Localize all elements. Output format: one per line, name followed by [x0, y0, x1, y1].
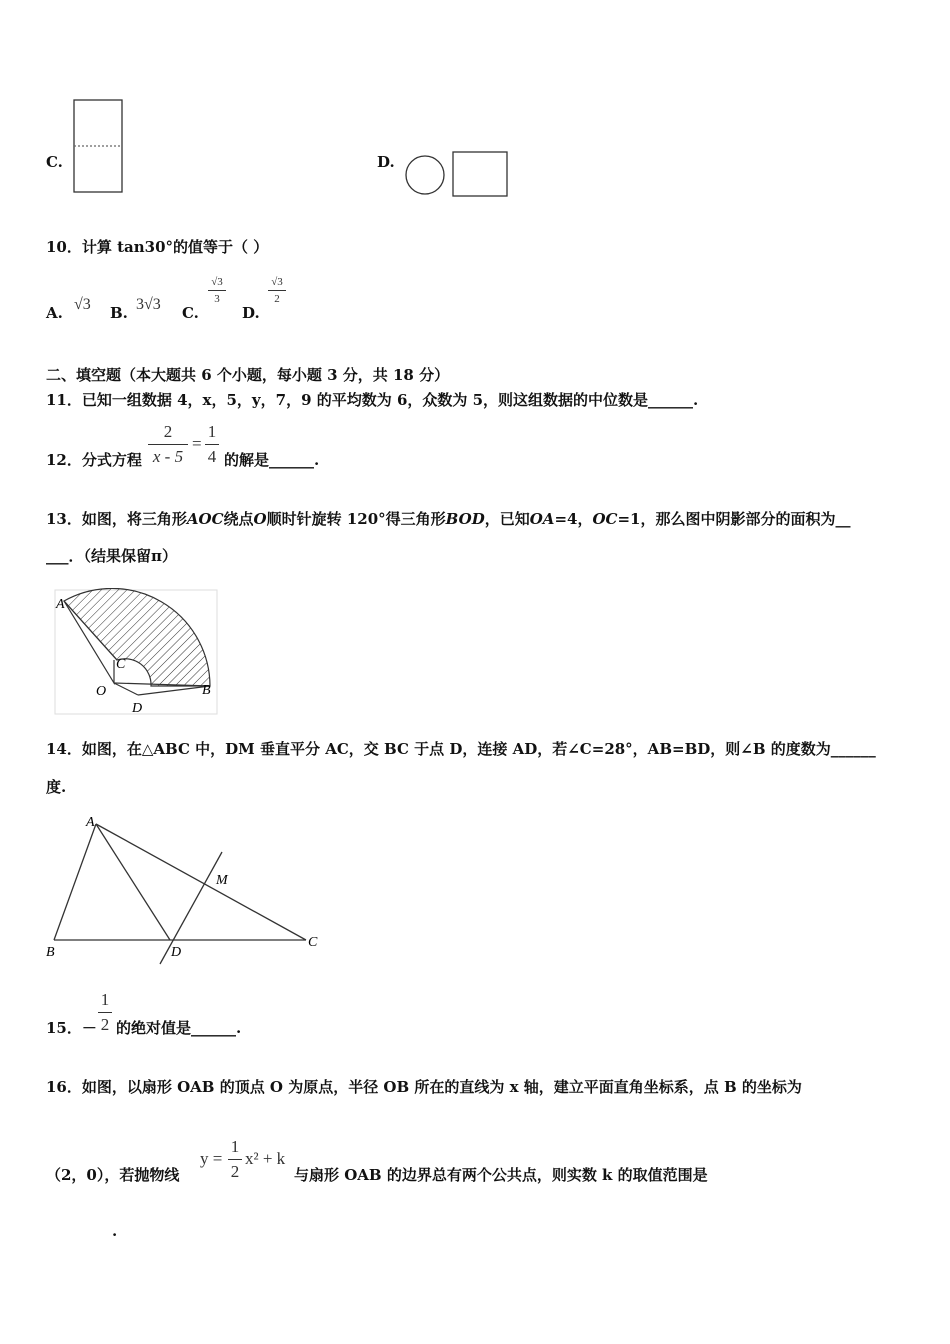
q16-equation-lhs: y = [200, 1149, 223, 1168]
q13-line1 [46, 508, 850, 529]
q10-option-c-label: C. [182, 304, 199, 322]
section2-title: 二、填空题（本大题共 6 个小题，每小题 3 分，共 18 分） [46, 366, 450, 384]
q16-equation-rhs: x² + k [245, 1149, 286, 1168]
q14-line1: 14．如图，在△ABC 中，DM 垂直平分 AC，交 BC 于点 D，连接 AD，若∠C=28°，AB=BD，则∠B 的度数为______ [46, 740, 876, 758]
q13-oa: OA [529, 510, 555, 528]
q16-line2-suffix: 与扇形 OAB 的边界总有两个公共点，则实数 k 的取值范围是 [294, 1166, 708, 1184]
q15-numerator: 1 [100, 990, 110, 1009]
q16-line3: . [112, 1222, 118, 1240]
q10-option-c-fraction [208, 276, 226, 305]
q16-line2-prefix: （2，0），若抛物线 [46, 1166, 180, 1184]
q12-lhs-fraction [148, 422, 188, 467]
q14-label-d: D [171, 945, 182, 960]
q16-numerator: 1 [230, 1137, 240, 1156]
q12-lhs-denominator: x - 5 [152, 447, 184, 466]
q13-bod: BOD [445, 510, 485, 528]
q13-aoc: AOC [186, 510, 224, 528]
q13-o: O [253, 510, 267, 528]
q9-option-d-figure [402, 148, 512, 200]
q13-label-d: D [132, 701, 143, 716]
fraction-bar [268, 290, 286, 291]
q12-lhs-numerator: 2 [163, 422, 173, 441]
q15-denominator: 2 [100, 1015, 110, 1034]
fraction-bar [205, 444, 219, 445]
q14-figure [40, 808, 330, 970]
q10-option-d-fraction [268, 276, 286, 305]
q13-text-b: 绕点 [223, 510, 254, 528]
q13-text-e: =4， [554, 510, 593, 528]
q10-option-a-label: A. [46, 304, 63, 322]
q13-text-f: =1，那么图中阴影部分的面积为__ [617, 510, 851, 528]
q10-stem: 10．计算 tan30°的值等于（ ） [46, 238, 269, 256]
q10-option-d-label: D. [242, 304, 260, 322]
q10-option-b-value: 3√3 [136, 296, 161, 313]
q10-option-d-numerator: √3 [271, 276, 283, 288]
q12-rhs-denominator: 4 [207, 447, 217, 466]
q10-option-b-label: B. [110, 304, 128, 322]
q14-line2: 度. [46, 778, 67, 796]
q9-option-c-figure [70, 98, 126, 196]
q13-label-c: C [116, 657, 126, 672]
q10-option-c-numerator: √3 [211, 276, 223, 288]
q14-label-c: C [308, 935, 318, 950]
fraction-bar [98, 1012, 112, 1013]
q12-rhs-fraction [205, 422, 219, 467]
q16-line1: 16．如图，以扇形 OAB 的顶点 O 为原点，半径 OB 所在的直线为 x 轴，建立平面直角坐标系，点 B 的坐标为 [46, 1078, 802, 1096]
q14-label-m: M [216, 873, 228, 888]
q9-option-c-label: C. [46, 153, 63, 171]
q12-prefix: 12．分式方程 [46, 451, 142, 469]
q13-text-a: 13．如图，将三角形 [46, 510, 187, 528]
q13-text-c: 顺时针旋转 120°得三角形 [266, 510, 446, 528]
q12-equals: = [192, 434, 202, 453]
q10-option-d-denominator: 2 [274, 293, 280, 305]
q16-fraction [228, 1137, 242, 1182]
fraction-bar [208, 290, 226, 291]
q14-label-a: A [86, 815, 95, 830]
q13-label-a: A [56, 597, 65, 612]
q13-text-d: ，已知 [484, 510, 530, 528]
q15-suffix: 的绝对值是______. [116, 1019, 242, 1037]
q13-line2: ___．（结果保留π） [46, 547, 177, 565]
q14-label-b: B [46, 945, 55, 960]
q15-prefix: 15．－ [46, 1019, 97, 1037]
q16-denominator: 2 [230, 1162, 240, 1181]
q13-label-b: B [202, 683, 211, 698]
q13-label-o: O [96, 684, 107, 699]
q10-option-c-denominator: 3 [214, 293, 220, 305]
fraction-bar [228, 1159, 242, 1160]
q15-fraction [98, 990, 112, 1035]
q10-option-a-value: √3 [74, 296, 91, 313]
q13-figure [52, 588, 220, 716]
q12-rhs-numerator: 1 [207, 422, 217, 441]
q11-text: 11．已知一组数据 4，x，5，y，7，9 的平均数为 6，众数为 5，则这组数据的中位数是______. [46, 391, 699, 409]
q9-option-d-label: D. [377, 153, 395, 171]
fraction-bar [148, 444, 188, 445]
q12-suffix: 的解是______. [224, 451, 320, 469]
q13-oc: OC [592, 510, 618, 528]
